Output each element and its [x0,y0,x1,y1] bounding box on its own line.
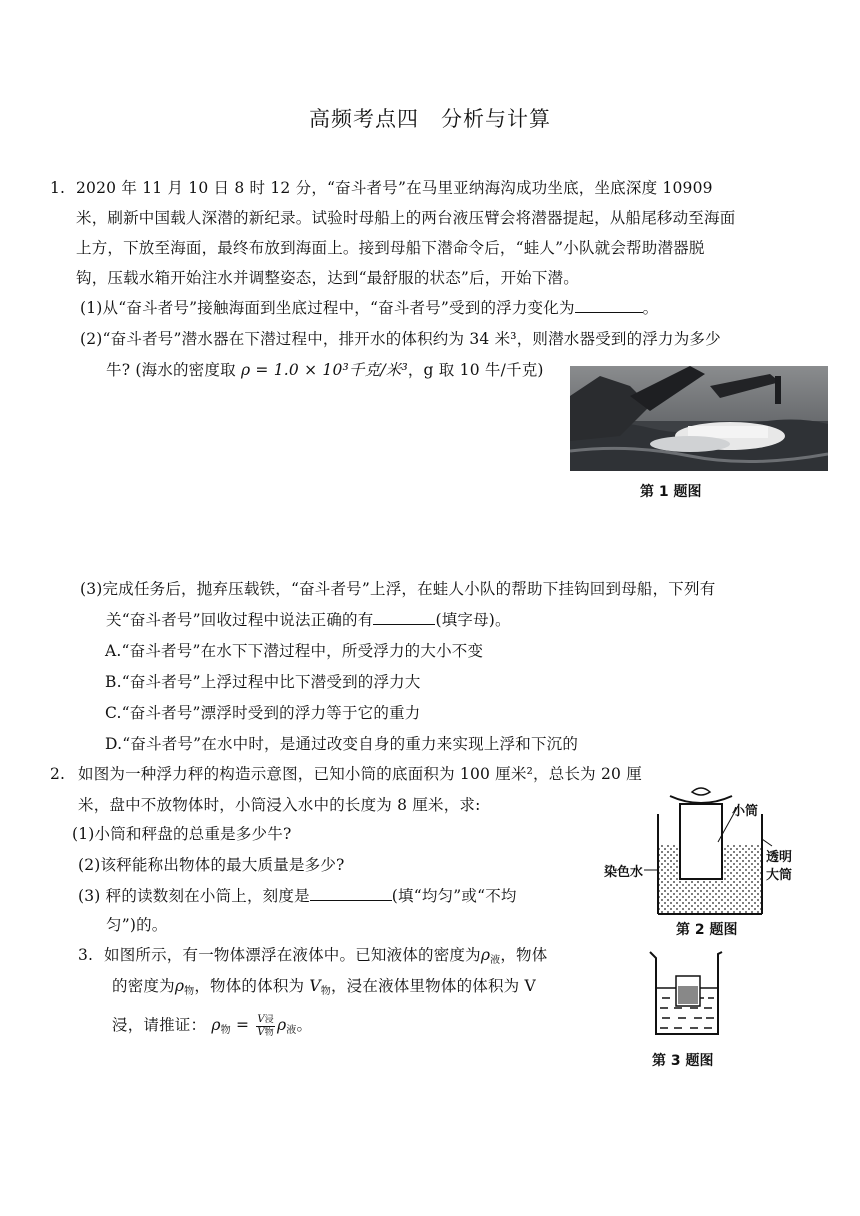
q3-text-2a: 的密度为 [112,977,175,995]
q1-part-3-blank[interactable] [373,610,435,625]
q3-number: 3. [78,946,94,964]
q1-part-3-line-1: (3)完成任务后，抛弃压载铁，“奋斗者号”上浮，在蛙人小队的帮助下挂钩回到母船，下列有 [80,580,716,598]
q3-end: 。 [296,1016,313,1034]
q2-line-1: 如图为一种浮力秤的构造示意图，已知小筒的底面积为 100 厘米²，总长为 20 厘 [78,765,642,783]
q1-part-3-text-a: 关“奋斗者号”回收过程中说法正确的有 [106,611,374,629]
q2-line-2: 米，盘中不放物体时，小筒浸入水中的长度为 8 厘米，求: [78,796,481,814]
q2-label-small-tube: 小筒 [732,804,759,819]
q1-option-b: B.“奋斗者号”上浮过程中比下潜受到的浮力大 [105,673,421,691]
q1-line-2: 米，刷新中国载人深潜的新纪录。试验时母船上的两台液压臂会将潜器提起，从船尾移动至海面 [76,209,736,227]
q2-number: 2. [50,765,66,783]
q3-text-3a: 浸，请推证： [112,1016,207,1034]
q2-part-2: (2)该秤能称出物体的最大质量是多少? [78,856,345,874]
q1-part-1-text: (1)从“奋斗者号”接触海面到坐底过程中，“奋斗者号”受到的浮力变化为 [80,299,575,317]
q1-density-formula: ρ = 1.0 × 10³千克/米³ [240,361,408,379]
q1-part-3-line-2 [106,610,511,630]
q1-part-3-text-b: (填字母)。 [435,611,511,629]
q2-part-3-text-a: (3) 秤的读数刻在小筒上，刻度是 [78,887,310,905]
q2-label-clear-2: 大筒 [766,868,793,883]
q3-line-3 [112,1012,312,1044]
q3-text-2c: ，浸在液体里物体的体积为 V [330,977,536,995]
q3-line-2 [112,976,536,1002]
q1-option-c: C.“奋斗者号”漂浮时受到的浮力等于它的重力 [105,704,421,722]
q2-label-clear-1: 透明 [766,850,793,865]
q1-part-2-text-b: ，g 取 10 牛/千克) [407,361,544,379]
q1-line-4: 钩，压载水箱开始注水并调整姿态，达到“最舒服的状态”后，开始下潜。 [76,269,579,287]
q1-figure-caption: 第 1 题图 [640,484,702,500]
q2-part-3-text-b: (填“均匀”或“不均 [391,887,517,905]
q1-part-2-line-1: (2)“奋斗者号”潜水器在下潜过程中，排开水的体积约为 34 米³，则潜水器受到的浮力为多少 [80,330,721,348]
q2-part-3-line-2: 匀”)的。 [106,916,168,934]
q1-option-a: A.“奋斗者号”在水下下潜过程中，所受浮力的大小不变 [105,642,484,660]
q1-figure-photo [570,366,828,471]
q1-part-1 [80,298,658,318]
q1-line-3: 上方，下放至海面，最终布放到海面上。接到母船下潜命令后，“蛙人”小队就会帮助潜器脱 [76,239,705,257]
q1-part-2-line-2 [106,360,544,380]
q3-line-1 [104,945,547,971]
q3-figure-caption: 第 3 题图 [652,1053,714,1069]
q1-part-1-blank[interactable] [575,298,643,313]
q3-text-1a: 如图所示，有一物体漂浮在液体中。已知液体的密度为 [104,946,481,964]
q1-number: 1. [50,179,66,197]
q3-text-1b: ，物体 [500,946,548,964]
q2-label-dyed-water: 染色水 [604,865,644,880]
q2-part-3-line-1 [78,886,517,906]
q2-part-1: (1)小筒和秤盘的总重是多少牛? [72,825,292,843]
q3-v-object: $V_物$ [309,977,331,997]
q1-option-d: D.“奋斗者号”在水中时，是通过改变自身的重力来实现上浮和下沉的 [105,735,579,753]
q3-text-2b: ，物体的体积为 [194,977,305,995]
q2-part-3-blank[interactable] [310,886,392,901]
q2-figure-diagram [600,784,793,919]
q3-rho-liquid: $\rho_液$ [480,946,501,966]
q3-eq-lhs: $\rho_物$ [211,1016,231,1036]
q1-line-1: 2020 年 11 月 10 日 8 时 12 分，“奋斗者号”在马里亚纳海沟成功坐底，坐底深度 10909 [76,179,713,197]
q3-rho-object: $\rho_物$ [174,977,195,997]
q3-eq-rho-liquid: $\rho_液$ [276,1016,297,1036]
q3-figure-diagram [646,948,726,1038]
q3-eq-sign: = [236,1016,250,1034]
q1-part-1-end: 。 [642,299,659,317]
page-title: 高频考点四 分析与计算 [309,107,551,131]
q1-part-2-text-a: 牛? (海水的密度取 [106,361,236,379]
q2-figure-caption: 第 2 题图 [676,922,738,938]
q3-fraction: $\frac{\text{V浸}}{\text{V物}}$ [257,1013,274,1038]
